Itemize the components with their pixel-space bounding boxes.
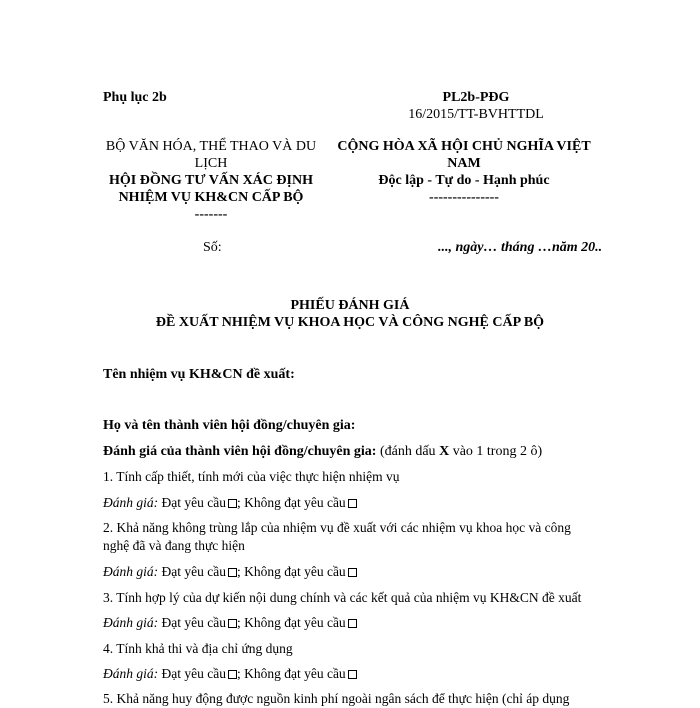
- title-line-2: ĐỀ XUẤT NHIỆM VỤ KHOA HỌC VÀ CÔNG NGHỆ CẤP BỘ: [155, 315, 545, 330]
- pass-checkbox[interactable]: [228, 670, 237, 679]
- criterion-1: 1. Tính cấp thiết, tính mới của việc thực hiện nhiệm vụ: [103, 469, 400, 484]
- criterion-5: 5. Khả năng huy động được nguồn kinh phí ngoài ngân sách để thực hiện (chỉ áp dụng: [103, 691, 570, 706]
- criterion-1-rating: [103, 494, 357, 512]
- member-name-label: Họ và tên thành viên hội đồng/chuyên gia:: [103, 418, 356, 433]
- ministry-line-1: BỘ VĂN HÓA, THỂ THAO VÀ DU: [105, 139, 317, 154]
- left-divider: -------: [194, 207, 228, 222]
- fail-checkbox[interactable]: [348, 499, 357, 508]
- criterion-4-rating: [103, 665, 357, 683]
- rating-prefix: Đánh giá:: [103, 495, 159, 510]
- circular-number: 16/2015/TT-BVHTTDL: [408, 107, 544, 122]
- task-name-label: Tên nhiệm vụ KH&CN đề xuất:: [103, 367, 295, 382]
- council-line-2: NHIỆM VỤ KH&CN CẤP BỘ: [118, 190, 304, 205]
- rating-fail-label: ; Không đạt yêu cầu: [236, 615, 346, 630]
- fail-checkbox[interactable]: [348, 619, 357, 628]
- criterion-4: 4. Tính khả thi và địa chỉ ứng dụng: [103, 641, 293, 656]
- right-divider: ---------------: [429, 190, 499, 205]
- criterion-3: 3. Tính hợp lý của dự kiến nội dung chính và các kết quả của nhiệm vụ KH&CN đề xuất: [103, 590, 582, 605]
- criterion-2: [103, 519, 571, 555]
- council-line-1: HỘI ĐỒNG TƯ VẤN XÁC ĐỊNH: [109, 173, 313, 188]
- form-code: PL2b-PĐG: [442, 90, 510, 105]
- criterion-2-line-1: 2. Khả năng không trùng lắp của nhiệm vụ đề xuất với các nhiệm vụ khoa học và công: [103, 520, 571, 535]
- date-line: ..., ngày… tháng …năm 20..: [438, 240, 603, 255]
- rating-fail-label: ; Không đạt yêu cầu: [236, 495, 346, 510]
- national-header: [336, 138, 592, 206]
- nation-line-1: CỘNG HÒA XÃ HỘI CHỦ NGHĨA VIỆT: [337, 139, 591, 154]
- ministry-line-2: LỊCH: [194, 156, 228, 171]
- rating-prefix: Đánh giá:: [103, 615, 159, 630]
- appendix-label: Phụ lục 2b: [103, 90, 167, 105]
- title-line-1: PHIẾU ĐÁNH GIÁ: [290, 298, 410, 313]
- fail-checkbox[interactable]: [348, 568, 357, 577]
- evaluation-note-prefix: (đánh dấu: [379, 444, 436, 459]
- rating-pass-label: Đạt yêu cầu: [161, 495, 226, 510]
- rating-pass-label: Đạt yêu cầu: [161, 615, 226, 630]
- rating-prefix: Đánh giá:: [103, 564, 159, 579]
- rating-fail-label: ; Không đạt yêu cầu: [236, 564, 346, 579]
- criterion-2-rating: [103, 563, 357, 581]
- evaluation-note-suffix: vào 1 trong 2 ô): [452, 444, 543, 459]
- national-motto: Độc lập - Tự do - Hạnh phúc: [378, 173, 550, 188]
- rating-pass-label: Đạt yêu cầu: [161, 564, 226, 579]
- criterion-2-line-2: nghệ đã và đang thực hiện: [103, 538, 245, 553]
- form-title: [60, 297, 640, 331]
- criterion-3-rating: [103, 614, 357, 632]
- nation-line-2: NAM: [447, 156, 481, 171]
- pass-checkbox[interactable]: [228, 568, 237, 577]
- rating-pass-label: Đạt yêu cầu: [161, 666, 226, 681]
- pass-checkbox[interactable]: [228, 499, 237, 508]
- rating-prefix: Đánh giá:: [103, 666, 159, 681]
- rating-fail-label: ; Không đạt yêu cầu: [236, 666, 346, 681]
- evaluation-heading: [103, 443, 542, 460]
- fail-checkbox[interactable]: [348, 670, 357, 679]
- evaluation-note-x: X: [439, 444, 450, 459]
- evaluation-label: Đánh giá của thành viên hội đồng/chuyên gia:: [103, 444, 377, 459]
- pass-checkbox[interactable]: [228, 619, 237, 628]
- document-number-label: Số:: [203, 240, 222, 255]
- ministry-name: [100, 138, 322, 223]
